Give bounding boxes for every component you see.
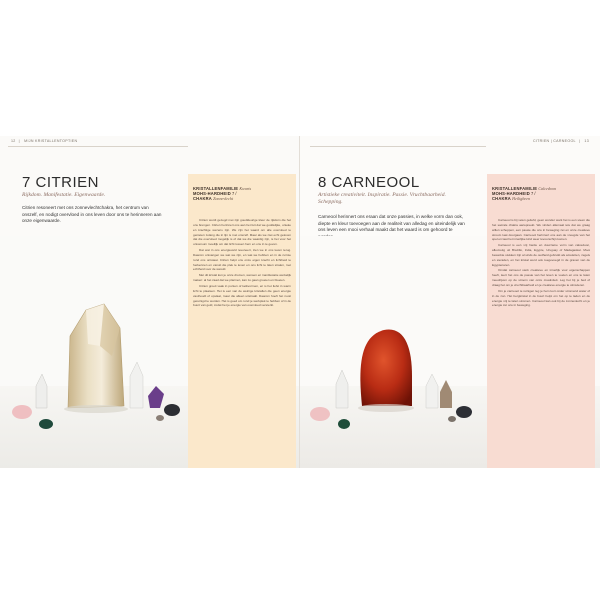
left-family-value: Kwarts [239, 186, 252, 191]
left-body-paragraph: Citrien groeit vaak in punten of kelkvormen, en is het liefst in warm licht te plaatsen. Het is een van de weinige kristallen die geen energie vasthoudt of opslaat, maar die alleen uitstraalt. Daarom hoeft het nooit gereinigd te worden. Het is goed om rond je werkplek te hebben of in de buurt van geld, zodat het je energie van overvloed versterkt. [193, 283, 291, 308]
right-chapter-title: 8 CARNEOOL [318, 174, 420, 191]
left-body-text [193, 218, 291, 309]
right-hardness-value: 7 [531, 191, 534, 197]
right-page [300, 136, 600, 468]
right-body-paragraph: Om je carneool te reinigen leg je hem kort onder stromend water of in de zon. Het bergkristal in de buurt helpt om het op te laden en de energie vrij te laten stromen. Carneool kan ook bij de zonnevlecht en je energie zet ons in beweging. [492, 288, 590, 308]
left-family-label: KRISTALLENFAMILIE [193, 186, 239, 191]
left-crystal-meta: KRISTALLENFAMILIE Kwarts MOHS-HARDHEID 7 / CHAKRA Zonnevlecht [193, 186, 252, 202]
right-family-label: KRISTALLENFAMILIE [492, 186, 538, 191]
right-chakra-value: Heiligbeen [512, 196, 531, 202]
left-info-sidebar [188, 174, 296, 468]
right-running-head: CITRIEN | CARNEOOL | 13 [532, 139, 589, 143]
right-info-sidebar [487, 174, 595, 468]
left-body-paragraph: Met dit kristal kun je onze dromen, wensen en manifestatie werkelijk maken: al het zaad dat we plannen, kan zo gaan groeien en bloeien. [193, 273, 291, 283]
left-header-rule [8, 146, 188, 147]
right-family-value: Calcedoon [538, 186, 557, 191]
left-subtitle: Rijkdom. Manifestatie. Eigenwaarde. [22, 192, 106, 198]
right-crystal-meta: KRISTALLENFAMILIE Calcedoon MOHS-HARDHEID 7 / CHAKRA Heiligbeen [492, 186, 557, 202]
left-chapter-title: 7 CITRIEN [22, 174, 100, 191]
right-hardness-label: MOHS-HARDHEID [492, 191, 530, 197]
right-body-paragraph: Omdat carneool sterk creatieve en innerlijk vuur eigenschappen heeft, leert het ons de passie van het leven te voelen en ons te laten meedrijven op de stroom van onze creativiteit. Leg het bij je bed of draag het om je vruchtbaarheid en je creatieve energie te stimuleren. [492, 268, 590, 287]
left-intro: Citrien resoneert met ons zonnevlechtchakra, het centrum van onszelf, en nodigt overvloed in ons leven door ons te herinneren aan onze eigenwaarde. [22, 205, 162, 224]
left-body-paragraph: Dat wat in ons energieveld resoneert, zien we in ons leven terug. Daarom ontvangen we wat we zijn, en wat we hebben en in de ruimte rond ons ontstaat. Citrien helpt ons onze eigen kracht en lichtheid te herkennen en vanuit die plek te leven en ons licht te laten stralen, met echtheid voor de wereld. [193, 248, 291, 272]
right-body-text [492, 218, 590, 309]
left-hardness-label: MOHS-HARDHEID [193, 191, 231, 197]
right-running-title: CITRIEN | CARNEOOL [532, 139, 576, 143]
right-chakra-label: CHAKRA [492, 196, 511, 202]
right-header-rule [310, 146, 486, 147]
book-spread [0, 136, 600, 468]
right-intro: Carneool herinnert ons eraan dat onze passies, in welke vorm dan ook, diepte en kleur toevoegen aan de realiteit van alledag en uiteindelijk van ons leven een mooi verhaal maakt dat het waard is om gehoord te [318, 214, 465, 233]
left-chakra-value: Zonnevlecht [213, 196, 234, 202]
right-body-paragraph: Carneool is bij velen geliefd, geen wonder want het is een steen die het sacrale chakra aanspreekt. We vinden allemaal iets dat we graag willen scheppen, een passie die ons in beweging zet en onze creatieve stroom laat doorgaan. Carneool herinnert ons aan de vreugde van het spel en laat het innerlijke kind weer tevoorschijn komen. [492, 218, 590, 242]
left-chakra-label: CHAKRA [193, 196, 212, 202]
left-page [0, 136, 300, 468]
left-running-title: MIJN KRISTALLENTOPTIEN [24, 139, 78, 143]
left-running-head: 12 | MIJN KRISTALLENTOPTIEN [11, 139, 78, 143]
right-page-number: 13 [584, 139, 589, 143]
left-hardness-value: 7 [232, 191, 235, 197]
right-subtitle: Artistieke creativiteit. Inspiratie. Passie. Vruchtbaarheid. Schepping. [318, 192, 446, 205]
left-page-number: 12 [11, 139, 16, 143]
left-body-paragraph: Citrien wordt gezegd met zijn goudkleurige kleur de rijkdom die het ons brengen. Citrien herinnert ons aan het feit dat we goddelijke, unieke en krachtige wezens zijn. We zijn het waard om alle overvloed te genieten zolang die in lijn is met onszelf. Maar als we niet echt geloven dat die overvloed mogelijk is of dat we die waardig zijn, is het voor het universum moeilijk om dat licht tussen hem en ons in te geven. [193, 218, 291, 247]
right-body-paragraph: Carneool is een vrij harde en duurzame vorm van calcedoon, afkomstig uit Brazilië, India, Egypte, Uruguay of Madagaskar. Mooi bewerkte stukken zijn al sinds de oudheid gebruikt als amuletten, zegels en sieraden, en het kristal werd ook toegevoegd in de graven van de Egyptenaren. [492, 243, 590, 267]
